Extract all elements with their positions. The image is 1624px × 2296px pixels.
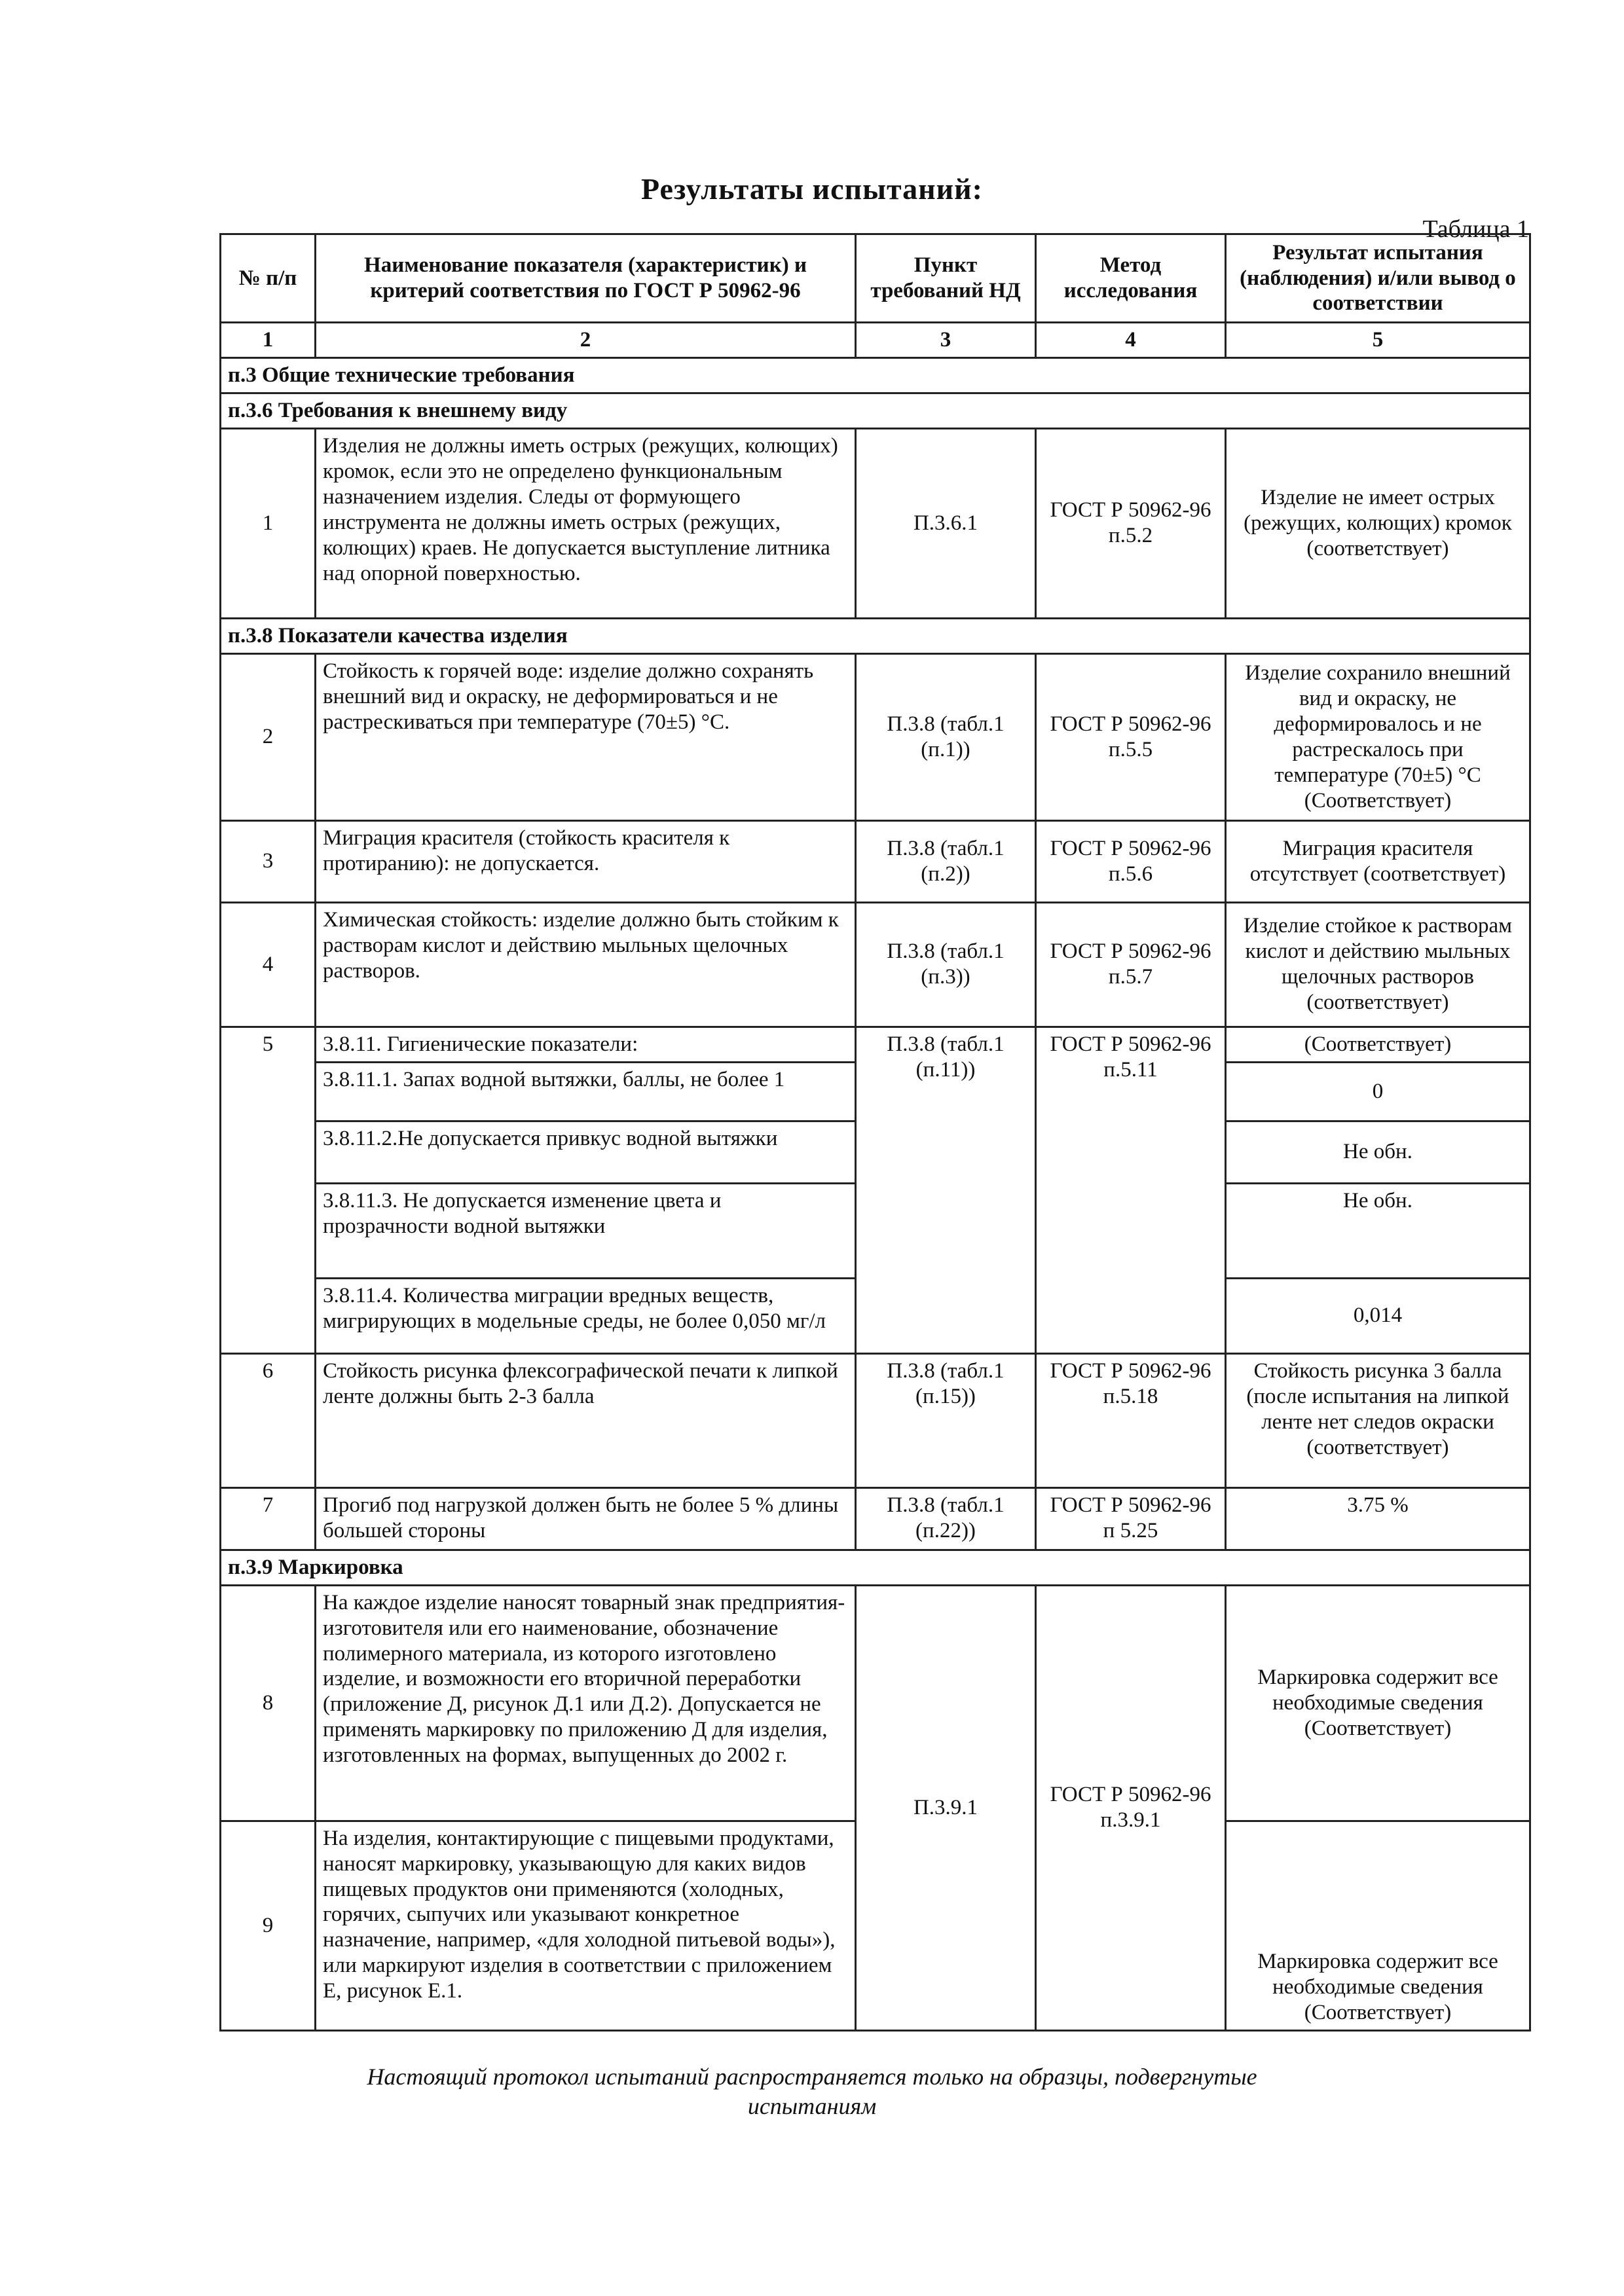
method-cell: ГОСТ Р 50962-96 п.5.6	[1036, 820, 1226, 902]
clause-cell: П.3.8 (табл.1 (п.3))	[856, 902, 1036, 1027]
column-number: 3	[856, 323, 1036, 358]
column-number-row	[221, 323, 1530, 358]
method-cell: ГОСТ Р 50962-96 п.5.11	[1036, 1027, 1226, 1353]
section-appearance: п.3.6 Требования к внешнему виду	[221, 393, 1530, 428]
column-number: 4	[1036, 323, 1226, 358]
requirement-text: 3.8.11. Гигиенические показатели:	[316, 1027, 856, 1062]
table-row	[221, 1487, 1530, 1550]
section-row	[221, 357, 1530, 393]
header-result: Результат испытания (наблюдения) и/или вывод о соответствии	[1226, 234, 1530, 323]
method-cell: ГОСТ Р 50962-96 п.5.2	[1036, 428, 1226, 618]
result-cell: Не обн.	[1226, 1121, 1530, 1183]
results-table	[219, 233, 1531, 2032]
requirement-text: 3.8.11.2.Не допускается привкус водной вытяжки	[316, 1121, 856, 1183]
footer-note	[0, 2062, 1624, 2121]
row-number: 3	[221, 820, 316, 902]
section-quality: п.3.8 Показатели качества изделия	[221, 618, 1530, 653]
clause-cell: П.3.8 (табл.1 (п.11))	[856, 1027, 1036, 1353]
header-clause: Пункт требований НД	[856, 234, 1036, 323]
section-general: п.3 Общие технические требования	[221, 357, 1530, 393]
clause-cell: П.3.8 (табл.1 (п.15))	[856, 1353, 1036, 1487]
requirement-text: Стойкость к горячей воде: изделие должно сохранять внешний вид и окраску, не деформироваться и не растрескиваться при температуре (70±5) °С.	[316, 653, 856, 820]
table-caption: Таблица 1	[1422, 215, 1529, 243]
method-cell: ГОСТ Р 50962-96 п.5.18	[1036, 1353, 1226, 1487]
requirement-text: 3.8.11.1. Запах водной вытяжки, баллы, не более 1	[316, 1062, 856, 1121]
result-cell: Изделие сохранило внешний вид и окраску, не деформировалось и не растрескалось при температуре (70±5) °С (Соответствует)	[1226, 653, 1530, 820]
clause-cell: П.3.9.1	[856, 1585, 1036, 2030]
header-method: Метод исследования	[1036, 234, 1226, 323]
table-row	[221, 653, 1530, 820]
row-number: 7	[221, 1487, 316, 1550]
section-row	[221, 618, 1530, 653]
column-number: 5	[1226, 323, 1530, 358]
row-number: 1	[221, 428, 316, 618]
requirement-text: Стойкость рисунка флексографической печати к липкой ленте должны быть 2-3 балла	[316, 1353, 856, 1487]
method-cell: ГОСТ Р 50962-96 п.5.5	[1036, 653, 1226, 820]
table-row	[221, 820, 1530, 902]
table-row	[221, 1585, 1530, 1821]
section-row	[221, 1550, 1530, 1585]
row-number: 4	[221, 902, 316, 1027]
requirement-text: На каждое изделие наносят товарный знак предприятия-изготовителя или его наименование, обозначение полимерного материала, из которого изготовлено изделие, и возможности его вторичной переработки (приложение Д, рисунок Д.1 или Д.2). Допускается не применять маркировку по приложению Д для изделия, изготовленных на формах, выпущенных до 2002 г.	[316, 1585, 856, 1821]
result-cell: (Соответствует)	[1226, 1027, 1530, 1062]
table-row	[221, 1353, 1530, 1487]
requirement-text: Прогиб под нагрузкой должен быть не более 5 % длины большей стороны	[316, 1487, 856, 1550]
row-number: 6	[221, 1353, 316, 1487]
header-name: Наименование показателя (характеристик) и критерий соответствия по ГОСТ Р 50962-96	[316, 234, 856, 323]
method-cell: ГОСТ Р 50962-96 п.5.7	[1036, 902, 1226, 1027]
footer-line: испытаниям	[747, 2093, 877, 2119]
result-cell: Не обн.	[1226, 1183, 1530, 1278]
requirement-text: 3.8.11.3. Не допускается изменение цвета и прозрачности водной вытяжки	[316, 1183, 856, 1278]
result-cell: 0	[1226, 1062, 1530, 1121]
method-cell: ГОСТ Р 50962-96 п 5.25	[1036, 1487, 1226, 1550]
table-row	[221, 428, 1530, 618]
result-cell: Изделие стойкое к растворам кислот и действию мыльных щелочных растворов (соответствует)	[1226, 902, 1530, 1027]
row-number: 5	[221, 1027, 316, 1353]
result-cell: Стойкость рисунка 3 балла (после испытания на липкой ленте нет следов окраски (соответствует)	[1226, 1353, 1530, 1487]
footer-line: Настоящий протокол испытаний распространяется только на образцы, подвергнутые	[367, 2064, 1257, 2090]
column-number: 2	[316, 323, 856, 358]
requirement-text: Миграция красителя (стойкость красителя к протиранию): не допускается.	[316, 820, 856, 902]
result-cell: Маркировка содержит все необходимые сведения (Соответствует)	[1226, 1821, 1530, 2030]
method-cell: ГОСТ Р 50962-96 п.3.9.1	[1036, 1585, 1226, 2030]
row-number: 2	[221, 653, 316, 820]
row-number: 8	[221, 1585, 316, 1821]
table-row	[221, 1027, 1530, 1062]
clause-cell: П.3.6.1	[856, 428, 1036, 618]
clause-cell: П.3.8 (табл.1 (п.1))	[856, 653, 1036, 820]
row-number: 9	[221, 1821, 316, 2030]
result-cell: Изделие не имеет острых (режущих, колющих) кромок (соответствует)	[1226, 428, 1530, 618]
requirement-text: Химическая стойкость: изделие должно быть стойким к растворам кислот и действию мыльных щелочных растворов.	[316, 902, 856, 1027]
result-cell: Маркировка содержит все необходимые сведения (Соответствует)	[1226, 1585, 1530, 1821]
header-num: № п/п	[221, 234, 316, 323]
result-cell: 0,014	[1226, 1278, 1530, 1353]
result-cell: Миграция красителя отсутствует (соответствует)	[1226, 820, 1530, 902]
table-row	[221, 902, 1530, 1027]
requirement-text: Изделия не должны иметь острых (режущих, колющих) кромок, если это не определено функциональным назначением изделия. Следы от формующего инструмента не должны иметь острых (режущих, колющих) краев. Не допускается выступление литника над опорной поверхностью.	[316, 428, 856, 618]
result-cell: 3.75 %	[1226, 1487, 1530, 1550]
requirement-text: На изделия, контактирующие с пищевыми продуктами, наносят маркировку, указывающую для каких видов пищевых продуктов они применяются (холодных, горячих, сыпучих или указывают конкретное назначение, например, «для холодной питьевой воды»), или маркируют изделия в соответствии с приложением Е, рисунок Е.1.	[316, 1821, 856, 2030]
header-row	[221, 234, 1530, 323]
section-row	[221, 393, 1530, 428]
clause-cell: П.3.8 (табл.1 (п.2))	[856, 820, 1036, 902]
page-title: Результаты испытаний:	[641, 172, 983, 206]
clause-cell: П.3.8 (табл.1 (п.22))	[856, 1487, 1036, 1550]
section-marking: п.3.9 Маркировка	[221, 1550, 1530, 1585]
column-number: 1	[221, 323, 316, 358]
requirement-text: 3.8.11.4. Количества миграции вредных веществ, мигрирующих в модельные среды, не более 0,050 мг/л	[316, 1278, 856, 1353]
